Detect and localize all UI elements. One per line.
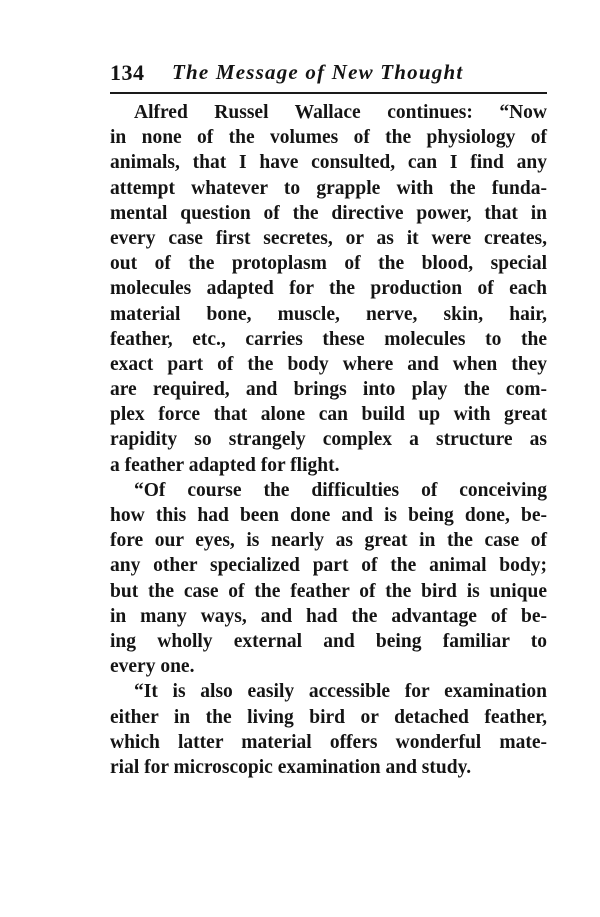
text-line: “It is also easily accessible for examination [134,681,547,703]
text-line: which latter material offers wonderful mate- [110,731,547,753]
text-line: either in the living bird or detached feather, [110,706,547,728]
text-line: rapidity so strangely complex a structure as [110,429,547,451]
text-line: a feather adapted for flight. [110,454,340,476]
text-line: “Of course the difficulties of conceiving [134,479,547,501]
text-line: material bone, muscle, nerve, skin, hair, [110,303,547,325]
text-line: ing wholly external and being familiar to [110,630,547,652]
body-text [110,100,547,780]
text-line: feather, etc., carries these molecules to the [110,328,547,350]
text-line: Alfred Russel Wallace continues: “Now [134,102,547,123]
text-line: mental question of the directive power, that in [110,202,547,224]
page-number: 134 [110,60,145,85]
text-line: are required, and brings into play the com- [110,379,547,401]
text-line: fore our eyes, is nearly as great in the case of [110,530,547,552]
paragraph-2 [110,478,547,680]
paragraph-3 [110,679,547,780]
running-title: The Message of New Thought [172,60,464,84]
text-line: any other specialized part of the animal body; [110,555,547,577]
text-line: how this had been done and is being done, be- [110,505,547,526]
text-line: in many ways, and had the advantage of be- [110,605,547,627]
text-line: molecules adapted for the production of each [110,278,547,300]
paragraph-1 [110,100,547,478]
text-line: animals, that I have consulted, can I find any [110,152,547,174]
text-line: attempt whatever to grapple with the funda- [110,177,547,199]
text-line: plex force that alone can build up with great [110,404,547,426]
text-line: exact part of the body where and when they [110,353,547,375]
text-line: but the case of the feather of the bird is unique [110,580,547,602]
text-line: every one. [110,656,195,678]
text-line: rial for microscopic examination and study. [110,756,472,778]
text-line: in none of the volumes of the physiology of [110,127,547,149]
text-line: every case first secretes, or as it were creates, [110,227,547,249]
header-rule [110,92,547,94]
page-header [110,58,547,88]
text-line: out of the protoplasm of the blood, special [110,253,547,275]
